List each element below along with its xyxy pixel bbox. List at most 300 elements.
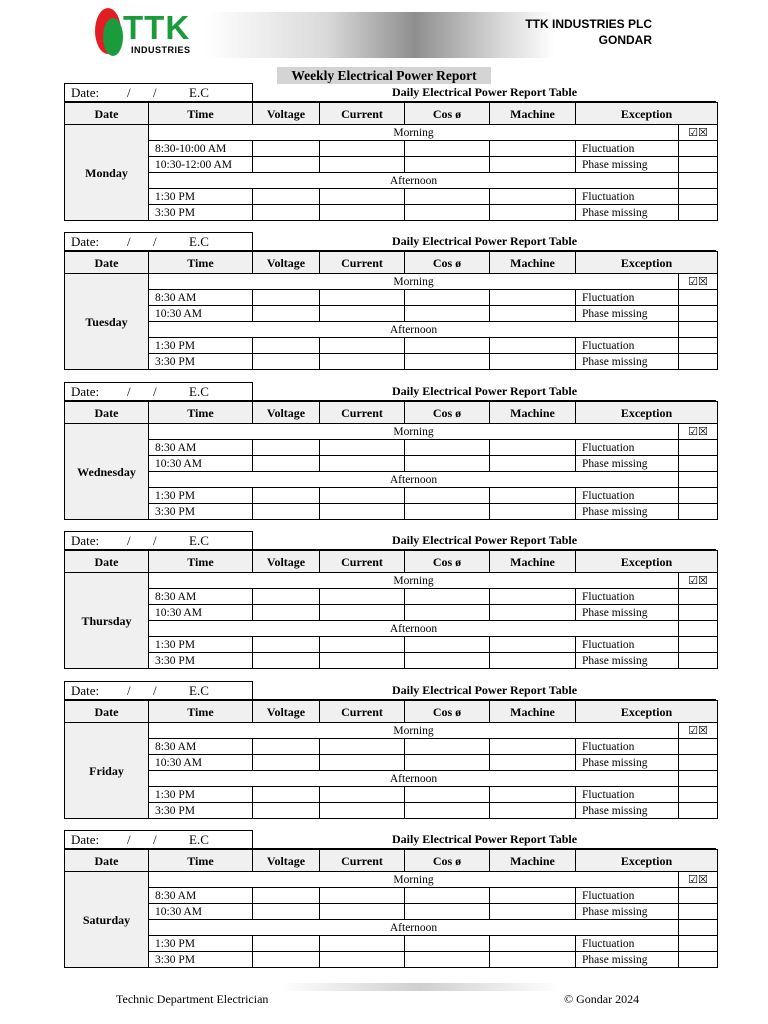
footer-department: Technic Department Electrician xyxy=(116,992,269,1006)
afternoon-label: Afternoon xyxy=(149,621,679,637)
voltage-input-cell[interactable] xyxy=(253,653,320,669)
cos-phi-input-cell[interactable] xyxy=(405,904,490,920)
col-header-machine: Machine xyxy=(490,402,576,424)
cos-phi-input-cell[interactable] xyxy=(405,306,490,322)
voltage-input-cell[interactable] xyxy=(253,440,320,456)
report-title: Weekly Electrical Power Report xyxy=(277,67,491,84)
col-header-cos-phi: Cos ø xyxy=(405,252,490,274)
col-header-cos-phi: Cos ø xyxy=(405,103,490,125)
exception-label-cell: Fluctuation xyxy=(576,739,679,755)
company-logo xyxy=(95,8,205,58)
col-header-voltage: Voltage xyxy=(253,701,320,723)
exception-label-cell: Phase missing xyxy=(576,803,679,819)
date-label: Date: xyxy=(71,683,100,698)
block-topline xyxy=(64,830,716,849)
exception-check-cell[interactable] xyxy=(679,205,718,221)
date-field[interactable] xyxy=(64,382,253,401)
col-header-cos-phi: Cos ø xyxy=(405,402,490,424)
table-header-row xyxy=(65,402,718,424)
exception-check-cell[interactable] xyxy=(679,952,718,968)
exception-check-cell[interactable] xyxy=(679,755,718,771)
exception-check-cell[interactable] xyxy=(679,440,718,456)
exception-label-cell: Fluctuation xyxy=(576,888,679,904)
date-separator: / xyxy=(127,533,131,548)
date-era: E.C xyxy=(189,85,209,100)
day-name-cell: Wednesday xyxy=(65,424,149,520)
voltage-input-cell[interactable] xyxy=(253,637,320,653)
check-status-icons[interactable]: ☑☒ xyxy=(679,125,718,141)
machine-input-cell[interactable] xyxy=(490,205,576,221)
date-label: Date: xyxy=(71,384,100,399)
caption-underline xyxy=(253,699,716,700)
day-report-block-friday xyxy=(64,681,716,819)
machine-input-cell[interactable] xyxy=(490,888,576,904)
block-topline xyxy=(64,531,716,550)
machine-input-cell[interactable] xyxy=(490,755,576,771)
date-separator: / xyxy=(153,384,157,399)
cos-phi-input-cell[interactable] xyxy=(405,605,490,621)
machine-input-cell[interactable] xyxy=(490,589,576,605)
col-header-date: Date xyxy=(65,701,149,723)
day-name-cell: Tuesday xyxy=(65,274,149,370)
block-topline xyxy=(64,83,716,102)
time-cell: 8:30 AM xyxy=(149,290,253,306)
morning-section-row xyxy=(65,723,718,739)
afternoon-label: Afternoon xyxy=(149,771,679,787)
col-header-time: Time xyxy=(149,252,253,274)
time-cell: 8:30 AM xyxy=(149,888,253,904)
cos-phi-input-cell[interactable] xyxy=(405,787,490,803)
date-label: Date: xyxy=(71,832,100,847)
voltage-input-cell[interactable] xyxy=(253,456,320,472)
day-report-block-wednesday xyxy=(64,382,716,520)
col-header-current: Current xyxy=(320,402,405,424)
date-label: Date: xyxy=(71,533,100,548)
machine-input-cell[interactable] xyxy=(490,488,576,504)
exception-check-cell[interactable] xyxy=(679,653,718,669)
col-header-current: Current xyxy=(320,850,405,872)
machine-input-cell[interactable] xyxy=(490,141,576,157)
afternoon-section-row xyxy=(65,771,718,787)
exception-check-cell[interactable] xyxy=(679,739,718,755)
table-row xyxy=(65,803,718,819)
col-header-date: Date xyxy=(65,551,149,573)
date-era: E.C xyxy=(189,832,209,847)
logo-text: TTK xyxy=(123,9,191,46)
voltage-input-cell[interactable] xyxy=(253,952,320,968)
col-header-voltage: Voltage xyxy=(253,551,320,573)
voltage-input-cell[interactable] xyxy=(253,189,320,205)
morning-section-row xyxy=(65,125,718,141)
afternoon-section-row xyxy=(65,920,718,936)
exception-check-cell[interactable] xyxy=(679,605,718,621)
report-table xyxy=(64,550,718,669)
time-cell: 1:30 PM xyxy=(149,488,253,504)
current-input-cell[interactable] xyxy=(320,605,405,621)
current-input-cell[interactable] xyxy=(320,739,405,755)
machine-input-cell[interactable] xyxy=(490,605,576,621)
col-header-exception: Exception xyxy=(576,850,718,872)
table-header-row xyxy=(65,103,718,125)
cos-phi-input-cell[interactable] xyxy=(405,205,490,221)
machine-input-cell[interactable] xyxy=(490,504,576,520)
table-row xyxy=(65,456,718,472)
voltage-input-cell[interactable] xyxy=(253,936,320,952)
exception-label-cell: Phase missing xyxy=(576,653,679,669)
current-input-cell[interactable] xyxy=(320,338,405,354)
exception-check-cell[interactable] xyxy=(679,189,718,205)
cos-phi-input-cell[interactable] xyxy=(405,290,490,306)
morning-label: Morning xyxy=(149,573,679,589)
voltage-input-cell[interactable] xyxy=(253,803,320,819)
date-separator: / xyxy=(153,533,157,548)
check-status-icons[interactable]: ☑☒ xyxy=(679,274,718,290)
exception-check-cell[interactable] xyxy=(679,504,718,520)
voltage-input-cell[interactable] xyxy=(253,787,320,803)
table-row xyxy=(65,157,718,173)
exception-label-cell: Fluctuation xyxy=(576,637,679,653)
exception-label-cell: Fluctuation xyxy=(576,141,679,157)
date-era: E.C xyxy=(189,683,209,698)
current-input-cell[interactable] xyxy=(320,637,405,653)
time-cell: 3:30 PM xyxy=(149,205,253,221)
machine-input-cell[interactable] xyxy=(490,739,576,755)
report-table xyxy=(64,700,718,819)
cos-phi-input-cell[interactable] xyxy=(405,141,490,157)
exception-check-cell[interactable] xyxy=(679,173,718,189)
time-cell: 3:30 PM xyxy=(149,504,253,520)
table-caption: Daily Electrical Power Report Table xyxy=(391,234,578,248)
table-row xyxy=(65,440,718,456)
machine-input-cell[interactable] xyxy=(490,440,576,456)
morning-label: Morning xyxy=(149,872,679,888)
cos-phi-input-cell[interactable] xyxy=(405,637,490,653)
day-report-block-saturday xyxy=(64,830,716,968)
table-row xyxy=(65,904,718,920)
exception-check-cell[interactable] xyxy=(679,488,718,504)
voltage-input-cell[interactable] xyxy=(253,488,320,504)
voltage-input-cell[interactable] xyxy=(253,290,320,306)
date-field[interactable] xyxy=(64,681,253,700)
exception-label-cell: Phase missing xyxy=(576,605,679,621)
col-header-exception: Exception xyxy=(576,103,718,125)
col-header-time: Time xyxy=(149,402,253,424)
cos-phi-input-cell[interactable] xyxy=(405,739,490,755)
voltage-input-cell[interactable] xyxy=(253,589,320,605)
voltage-input-cell[interactable] xyxy=(253,141,320,157)
current-input-cell[interactable] xyxy=(320,290,405,306)
exception-check-cell[interactable] xyxy=(679,354,718,370)
voltage-input-cell[interactable] xyxy=(253,205,320,221)
time-cell: 1:30 PM xyxy=(149,338,253,354)
time-cell: 8:30-10:00 AM xyxy=(149,141,253,157)
exception-check-cell[interactable] xyxy=(679,771,718,787)
current-input-cell[interactable] xyxy=(320,440,405,456)
date-separator: / xyxy=(127,683,131,698)
machine-input-cell[interactable] xyxy=(490,952,576,968)
table-row xyxy=(65,936,718,952)
col-header-time: Time xyxy=(149,850,253,872)
col-header-voltage: Voltage xyxy=(253,402,320,424)
exception-check-cell[interactable] xyxy=(679,141,718,157)
col-header-date: Date xyxy=(65,252,149,274)
exception-check-cell[interactable] xyxy=(679,920,718,936)
cos-phi-input-cell[interactable] xyxy=(405,952,490,968)
cos-phi-input-cell[interactable] xyxy=(405,803,490,819)
date-era: E.C xyxy=(189,533,209,548)
exception-label-cell: Fluctuation xyxy=(576,589,679,605)
exception-label-cell: Phase missing xyxy=(576,354,679,370)
table-row xyxy=(65,354,718,370)
date-field[interactable] xyxy=(64,232,253,251)
date-label: Date: xyxy=(71,85,100,100)
date-separator: / xyxy=(127,384,131,399)
current-input-cell[interactable] xyxy=(320,936,405,952)
table-header-row xyxy=(65,850,718,872)
exception-check-cell[interactable] xyxy=(679,338,718,354)
report-table xyxy=(64,102,718,221)
voltage-input-cell[interactable] xyxy=(253,504,320,520)
machine-input-cell[interactable] xyxy=(490,637,576,653)
machine-input-cell[interactable] xyxy=(490,653,576,669)
voltage-input-cell[interactable] xyxy=(253,306,320,322)
table-caption: Daily Electrical Power Report Table xyxy=(391,85,578,99)
current-input-cell[interactable] xyxy=(320,306,405,322)
cos-phi-input-cell[interactable] xyxy=(405,755,490,771)
machine-input-cell[interactable] xyxy=(490,189,576,205)
exception-check-cell[interactable] xyxy=(679,472,718,488)
date-separator: / xyxy=(127,85,131,100)
exception-label-cell: Fluctuation xyxy=(576,189,679,205)
afternoon-label: Afternoon xyxy=(149,920,679,936)
table-header-row xyxy=(65,252,718,274)
cos-phi-input-cell[interactable] xyxy=(405,440,490,456)
current-input-cell[interactable] xyxy=(320,952,405,968)
report-table xyxy=(64,401,718,520)
afternoon-section-row xyxy=(65,322,718,338)
current-input-cell[interactable] xyxy=(320,205,405,221)
col-header-exception: Exception xyxy=(576,402,718,424)
exception-check-cell[interactable] xyxy=(679,637,718,653)
voltage-input-cell[interactable] xyxy=(253,354,320,370)
current-input-cell[interactable] xyxy=(320,653,405,669)
report-table xyxy=(64,251,718,370)
current-input-cell[interactable] xyxy=(320,504,405,520)
time-cell: 3:30 PM xyxy=(149,952,253,968)
logo-subtext: INDUSTRIES xyxy=(131,45,191,55)
date-separator: / xyxy=(153,85,157,100)
date-era: E.C xyxy=(189,234,209,249)
date-era: E.C xyxy=(189,384,209,399)
table-caption: Daily Electrical Power Report Table xyxy=(391,533,578,547)
time-cell: 10:30 AM xyxy=(149,904,253,920)
table-header-row xyxy=(65,551,718,573)
exception-check-cell[interactable] xyxy=(679,306,718,322)
cos-phi-input-cell[interactable] xyxy=(405,354,490,370)
table-row xyxy=(65,637,718,653)
logo-green-oval xyxy=(103,18,123,56)
voltage-input-cell[interactable] xyxy=(253,157,320,173)
cos-phi-input-cell[interactable] xyxy=(405,488,490,504)
table-row xyxy=(65,653,718,669)
table-row xyxy=(65,888,718,904)
voltage-input-cell[interactable] xyxy=(253,739,320,755)
col-header-date: Date xyxy=(65,850,149,872)
col-header-exception: Exception xyxy=(576,701,718,723)
current-input-cell[interactable] xyxy=(320,157,405,173)
col-header-machine: Machine xyxy=(490,252,576,274)
morning-section-row xyxy=(65,573,718,589)
cos-phi-input-cell[interactable] xyxy=(405,888,490,904)
current-input-cell[interactable] xyxy=(320,589,405,605)
check-status-icons[interactable]: ☑☒ xyxy=(679,424,718,440)
time-cell: 10:30 AM xyxy=(149,306,253,322)
current-input-cell[interactable] xyxy=(320,904,405,920)
voltage-input-cell[interactable] xyxy=(253,904,320,920)
machine-input-cell[interactable] xyxy=(490,803,576,819)
exception-check-cell[interactable] xyxy=(679,936,718,952)
col-header-current: Current xyxy=(320,551,405,573)
date-field[interactable] xyxy=(64,83,253,102)
table-caption: Daily Electrical Power Report Table xyxy=(391,832,578,846)
machine-input-cell[interactable] xyxy=(490,936,576,952)
time-cell: 3:30 PM xyxy=(149,354,253,370)
exception-label-cell: Fluctuation xyxy=(576,338,679,354)
voltage-input-cell[interactable] xyxy=(253,888,320,904)
exception-check-cell[interactable] xyxy=(679,803,718,819)
machine-input-cell[interactable] xyxy=(490,290,576,306)
time-cell: 8:30 AM xyxy=(149,739,253,755)
time-cell: 3:30 PM xyxy=(149,653,253,669)
voltage-input-cell[interactable] xyxy=(253,755,320,771)
col-header-cos-phi: Cos ø xyxy=(405,701,490,723)
day-name-cell: Friday xyxy=(65,723,149,819)
header-gradient-band xyxy=(205,12,555,58)
time-cell: 10:30 AM xyxy=(149,605,253,621)
current-input-cell[interactable] xyxy=(320,354,405,370)
machine-input-cell[interactable] xyxy=(490,787,576,803)
table-row xyxy=(65,589,718,605)
col-header-exception: Exception xyxy=(576,551,718,573)
caption-underline xyxy=(253,848,716,849)
exception-label-cell: Fluctuation xyxy=(576,936,679,952)
col-header-voltage: Voltage xyxy=(253,850,320,872)
cos-phi-input-cell[interactable] xyxy=(405,504,490,520)
date-separator: / xyxy=(127,832,131,847)
block-topline xyxy=(64,681,716,700)
cos-phi-input-cell[interactable] xyxy=(405,589,490,605)
exception-check-cell[interactable] xyxy=(679,904,718,920)
day-name-cell: Monday xyxy=(65,125,149,221)
machine-input-cell[interactable] xyxy=(490,306,576,322)
machine-input-cell[interactable] xyxy=(490,354,576,370)
current-input-cell[interactable] xyxy=(320,488,405,504)
exception-check-cell[interactable] xyxy=(679,787,718,803)
col-header-voltage: Voltage xyxy=(253,103,320,125)
exception-label-cell: Phase missing xyxy=(576,755,679,771)
col-header-current: Current xyxy=(320,701,405,723)
col-header-current: Current xyxy=(320,252,405,274)
company-name: TTK INDUSTRIES PLC xyxy=(525,17,652,31)
voltage-input-cell[interactable] xyxy=(253,338,320,354)
cos-phi-input-cell[interactable] xyxy=(405,456,490,472)
morning-section-row xyxy=(65,424,718,440)
cos-phi-input-cell[interactable] xyxy=(405,936,490,952)
exception-check-cell[interactable] xyxy=(679,456,718,472)
current-input-cell[interactable] xyxy=(320,803,405,819)
day-report-block-tuesday xyxy=(64,232,716,370)
day-name-cell: Saturday xyxy=(65,872,149,968)
current-input-cell[interactable] xyxy=(320,787,405,803)
col-header-cos-phi: Cos ø xyxy=(405,850,490,872)
exception-check-cell[interactable] xyxy=(679,157,718,173)
machine-input-cell[interactable] xyxy=(490,904,576,920)
current-input-cell[interactable] xyxy=(320,755,405,771)
caption-underline xyxy=(253,250,716,251)
day-report-block-monday xyxy=(64,83,716,221)
machine-input-cell[interactable] xyxy=(490,157,576,173)
cos-phi-input-cell[interactable] xyxy=(405,157,490,173)
col-header-machine: Machine xyxy=(490,551,576,573)
morning-section-row xyxy=(65,274,718,290)
check-status-icons[interactable]: ☑☒ xyxy=(679,573,718,589)
table-row xyxy=(65,504,718,520)
date-field[interactable] xyxy=(64,830,253,849)
col-header-exception: Exception xyxy=(576,252,718,274)
current-input-cell[interactable] xyxy=(320,141,405,157)
time-cell: 3:30 PM xyxy=(149,803,253,819)
cos-phi-input-cell[interactable] xyxy=(405,653,490,669)
col-header-date: Date xyxy=(65,103,149,125)
exception-check-cell[interactable] xyxy=(679,290,718,306)
exception-check-cell[interactable] xyxy=(679,322,718,338)
table-row xyxy=(65,787,718,803)
time-cell: 10:30-12:00 AM xyxy=(149,157,253,173)
cos-phi-input-cell[interactable] xyxy=(405,338,490,354)
table-row xyxy=(65,952,718,968)
col-header-current: Current xyxy=(320,103,405,125)
current-input-cell[interactable] xyxy=(320,189,405,205)
footer-copyright: © Gondar 2024 xyxy=(564,992,640,1006)
morning-label: Morning xyxy=(149,125,679,141)
check-status-icons[interactable]: ☑☒ xyxy=(679,723,718,739)
current-input-cell[interactable] xyxy=(320,456,405,472)
footer-gradient-band xyxy=(280,983,560,991)
col-header-time: Time xyxy=(149,103,253,125)
exception-label-cell: Fluctuation xyxy=(576,440,679,456)
table-row xyxy=(65,189,718,205)
morning-section-row xyxy=(65,872,718,888)
caption-underline xyxy=(253,101,716,102)
voltage-input-cell[interactable] xyxy=(253,605,320,621)
exception-check-cell[interactable] xyxy=(679,888,718,904)
table-row xyxy=(65,488,718,504)
cos-phi-input-cell[interactable] xyxy=(405,189,490,205)
afternoon-label: Afternoon xyxy=(149,322,679,338)
date-field[interactable] xyxy=(64,531,253,550)
time-cell: 1:30 PM xyxy=(149,936,253,952)
exception-label-cell: Phase missing xyxy=(576,952,679,968)
table-row xyxy=(65,605,718,621)
exception-label-cell: Phase missing xyxy=(576,157,679,173)
machine-input-cell[interactable] xyxy=(490,456,576,472)
exception-check-cell[interactable] xyxy=(679,589,718,605)
afternoon-label: Afternoon xyxy=(149,472,679,488)
check-status-icons[interactable]: ☑☒ xyxy=(679,872,718,888)
machine-input-cell[interactable] xyxy=(490,338,576,354)
exception-check-cell[interactable] xyxy=(679,621,718,637)
current-input-cell[interactable] xyxy=(320,888,405,904)
